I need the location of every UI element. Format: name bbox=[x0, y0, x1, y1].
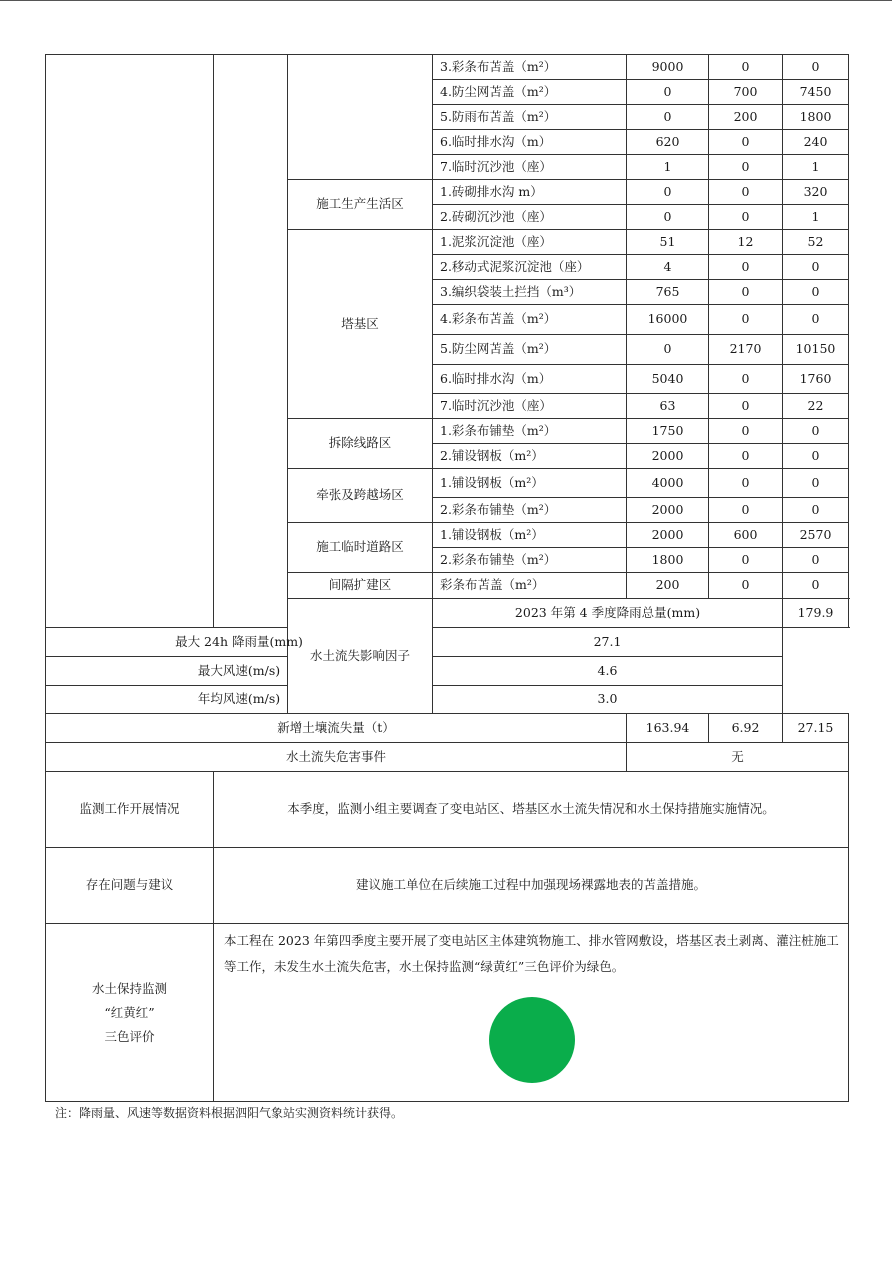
measure-value: 1 bbox=[627, 155, 709, 180]
measure-value: 0 bbox=[709, 444, 783, 469]
evaluation-label-line: 三色评价 bbox=[104, 1028, 155, 1044]
measure-value: 2570 bbox=[783, 523, 849, 548]
measure-value: 4000 bbox=[627, 469, 709, 498]
factors-label: 水土流失影响因子 bbox=[288, 599, 433, 714]
measure-item: 5.防尘网苫盖（m²） bbox=[433, 335, 627, 365]
measure-value: 0 bbox=[709, 55, 783, 80]
measure-value: 320 bbox=[783, 180, 849, 205]
evaluation-label-line: “红黄红” bbox=[104, 1004, 155, 1020]
measure-value: 63 bbox=[627, 394, 709, 419]
measure-value: 620 bbox=[627, 130, 709, 155]
measure-item: 1.铺设钢板（m²） bbox=[433, 469, 627, 498]
measure-item: 1.铺设钢板（m²） bbox=[433, 523, 627, 548]
measure-value: 0 bbox=[709, 498, 783, 523]
blank-cell bbox=[214, 55, 288, 628]
measure-item: 7.临时沉沙池（座） bbox=[433, 155, 627, 180]
measure-item: 7.临时沉沙池（座） bbox=[433, 394, 627, 419]
measure-value: 4 bbox=[627, 255, 709, 280]
factor-name: 最大风速(m/s) bbox=[46, 657, 433, 686]
measure-item: 3.彩条布苫盖（m²） bbox=[433, 55, 627, 80]
measure-value: 1 bbox=[783, 205, 849, 230]
measure-value: 0 bbox=[783, 280, 849, 305]
work-text: 本季度，监测小组主要调查了变电站区、塔基区水土流失情况和水土保持措施实施情况。 bbox=[214, 772, 849, 848]
measure-item: 4.防尘网苫盖（m²） bbox=[433, 80, 627, 105]
measure-value: 1800 bbox=[783, 105, 849, 130]
measure-item: 4.彩条布苫盖（m²） bbox=[433, 305, 627, 335]
monitoring-table-container bbox=[45, 54, 849, 1102]
evaluation-cell bbox=[214, 924, 849, 1102]
measure-value: 0 bbox=[709, 365, 783, 394]
table-row bbox=[46, 686, 849, 714]
measure-value: 0 bbox=[709, 419, 783, 444]
area-name: 牵张及跨越场区 bbox=[288, 469, 433, 523]
measure-value: 0 bbox=[709, 130, 783, 155]
measure-item: 1.泥浆沉淀池（座） bbox=[433, 230, 627, 255]
blank-cell bbox=[46, 55, 214, 628]
evaluation-label-line: 水土保持监测 bbox=[91, 981, 167, 996]
measure-value: 765 bbox=[627, 280, 709, 305]
measure-item: 2.铺设钢板（m²） bbox=[433, 444, 627, 469]
measure-value: 1750 bbox=[627, 419, 709, 444]
measure-value: 10150 bbox=[783, 335, 849, 365]
green-rating-lamp bbox=[489, 997, 575, 1083]
measure-value: 0 bbox=[627, 80, 709, 105]
measure-item: 2.移动式泥浆沉淀池（座） bbox=[433, 255, 627, 280]
factor-name: 最大 24h 降雨量(mm) bbox=[46, 628, 433, 657]
area-name: 间隔扩建区 bbox=[288, 573, 433, 599]
measure-value: 1800 bbox=[627, 548, 709, 573]
table-row bbox=[46, 628, 849, 657]
measure-item: 6.临时排水沟（m） bbox=[433, 130, 627, 155]
soil-loss-value: 163.94 bbox=[627, 714, 709, 743]
table-row bbox=[46, 772, 849, 848]
measure-value: 1760 bbox=[783, 365, 849, 394]
measure-value: 0 bbox=[783, 255, 849, 280]
soil-loss-value: 27.15 bbox=[783, 714, 849, 743]
measure-item: 2.彩条布铺垫（m²） bbox=[433, 548, 627, 573]
measure-item: 3.编织袋装土拦挡（m³） bbox=[433, 280, 627, 305]
table-row bbox=[46, 848, 849, 924]
measure-item: 6.临时排水沟（m） bbox=[433, 365, 627, 394]
area-name: 施工生产生活区 bbox=[288, 180, 433, 230]
measure-value: 0 bbox=[709, 155, 783, 180]
table-row bbox=[46, 714, 849, 743]
measure-item: 彩条布苫盖（m²） bbox=[433, 573, 627, 599]
measure-item: 1.砖砌排水沟 m） bbox=[433, 180, 627, 205]
evaluation-label bbox=[46, 924, 214, 1102]
measure-value: 200 bbox=[627, 573, 709, 599]
measure-item: 2.彩条布铺垫（m²） bbox=[433, 498, 627, 523]
measure-value: 2000 bbox=[627, 523, 709, 548]
hazard-value: 无 bbox=[627, 743, 849, 772]
measure-value: 0 bbox=[783, 55, 849, 80]
measure-value: 0 bbox=[709, 394, 783, 419]
measure-value: 0 bbox=[627, 335, 709, 365]
table-row bbox=[46, 55, 849, 80]
measure-value: 0 bbox=[783, 548, 849, 573]
measure-value: 0 bbox=[627, 105, 709, 130]
measure-value: 0 bbox=[709, 305, 783, 335]
measure-value: 2000 bbox=[627, 444, 709, 469]
measure-value: 0 bbox=[627, 205, 709, 230]
measure-value: 200 bbox=[709, 105, 783, 130]
measure-value: 0 bbox=[709, 280, 783, 305]
measure-value: 0 bbox=[783, 305, 849, 335]
measure-value: 0 bbox=[709, 205, 783, 230]
measure-value: 0 bbox=[709, 548, 783, 573]
measure-value: 0 bbox=[709, 180, 783, 205]
measure-value: 0 bbox=[783, 444, 849, 469]
measure-value: 2000 bbox=[627, 498, 709, 523]
factor-value: 179.9 bbox=[783, 599, 849, 628]
measure-value: 240 bbox=[783, 130, 849, 155]
measure-value: 0 bbox=[627, 180, 709, 205]
measure-value: 0 bbox=[709, 255, 783, 280]
page-top-rule bbox=[0, 0, 892, 1]
measure-item: 1.彩条布铺垫（m²） bbox=[433, 419, 627, 444]
area-name: 施工临时道路区 bbox=[288, 523, 433, 573]
factor-name: 2023 年第 4 季度降雨总量(mm) bbox=[433, 599, 783, 628]
work-label: 监测工作开展情况 bbox=[46, 772, 214, 848]
measure-value: 12 bbox=[709, 230, 783, 255]
monitoring-table bbox=[45, 54, 849, 1102]
factor-value: 27.1 bbox=[433, 628, 783, 657]
measure-value: 5040 bbox=[627, 365, 709, 394]
measure-value: 52 bbox=[783, 230, 849, 255]
measure-value: 0 bbox=[783, 573, 849, 599]
factor-value: 4.6 bbox=[433, 657, 783, 686]
measure-value: 600 bbox=[709, 523, 783, 548]
measure-value: 7450 bbox=[783, 80, 849, 105]
measure-value: 0 bbox=[783, 498, 849, 523]
measure-value: 0 bbox=[709, 573, 783, 599]
measure-item: 5.防雨布苫盖（m²） bbox=[433, 105, 627, 130]
issues-label: 存在问题与建议 bbox=[46, 848, 214, 924]
measure-value: 2170 bbox=[709, 335, 783, 365]
soil-loss-value: 6.92 bbox=[709, 714, 783, 743]
measure-value: 700 bbox=[709, 80, 783, 105]
factor-name: 年均风速(m/s) bbox=[46, 686, 433, 714]
issues-text: 建议施工单位在后续施工过程中加强现场裸露地表的苫盖措施。 bbox=[214, 848, 849, 924]
table-row bbox=[46, 657, 849, 686]
table-row bbox=[46, 743, 849, 772]
area-name: 塔基区 bbox=[288, 230, 433, 419]
blank-cell bbox=[288, 55, 433, 180]
measure-item: 2.砖砌沉沙池（座） bbox=[433, 205, 627, 230]
measure-value: 16000 bbox=[627, 305, 709, 335]
table-row bbox=[46, 924, 849, 1102]
measure-value: 9000 bbox=[627, 55, 709, 80]
measure-value: 0 bbox=[783, 419, 849, 444]
soil-loss-label: 新增土壤流失量（t） bbox=[46, 714, 627, 743]
evaluation-text: 本工程在 2023 年第四季度主要开展了变电站区主体建筑物施工、排水管网敷设，塔基区表土剥离、灌注桩施工等工作，未发生水土流失危害，水土保持监测“绿黄红”三色评价为绿色。 bbox=[224, 933, 839, 974]
hazard-label: 水土流失危害事件 bbox=[46, 743, 627, 772]
measure-value: 0 bbox=[783, 469, 849, 498]
footnote: 注：降雨量、风速等数据资料根据泗阳气象站实测资料统计获得。 bbox=[55, 1106, 404, 1120]
measure-value: 51 bbox=[627, 230, 709, 255]
measure-value: 1 bbox=[783, 155, 849, 180]
measure-value: 22 bbox=[783, 394, 849, 419]
factor-value: 3.0 bbox=[433, 686, 783, 714]
measure-value: 0 bbox=[709, 469, 783, 498]
area-name: 拆除线路区 bbox=[288, 419, 433, 469]
